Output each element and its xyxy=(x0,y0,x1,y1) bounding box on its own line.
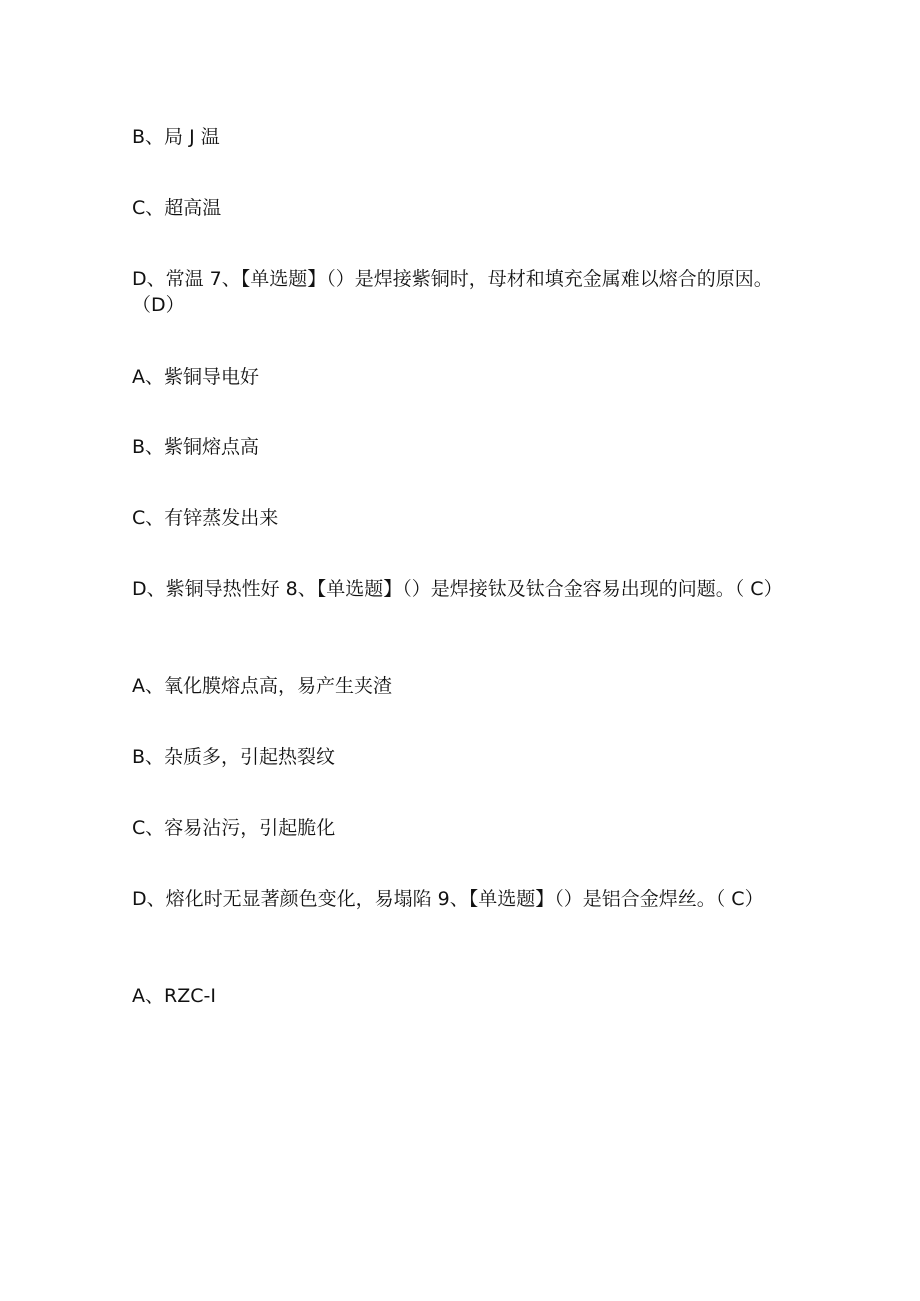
option-c-q6: C、超高温 xyxy=(132,197,222,219)
option-b-q7: B、紫铜熔点高 xyxy=(132,436,260,458)
option-d-q8-and-question-9: D、熔化时无显著颜色变化，易塌陷 9、【单选题】（）是铝合金焊丝。（ C） xyxy=(132,888,764,910)
option-a-q7: A、紫铜导电好 xyxy=(132,366,259,388)
option-a-q9: A、RZC-I xyxy=(132,985,216,1007)
option-c-q8: C、容易沾污，引起脆化 xyxy=(132,817,336,839)
option-d-q6-and-question-7: D、常温 7、【单选题】（）是焊接紫铜时，母材和填充金属难以熔合的原因。（D） xyxy=(132,268,773,316)
option-d-q7-and-question-8: D、紫铜导热性好 8、【单选题】（）是焊接钛及钛合金容易出现的问题。（ C） xyxy=(132,578,783,600)
option-b-q6: B、局 J 温 xyxy=(132,126,220,148)
option-b-q8: B、杂质多，引起热裂纹 xyxy=(132,746,336,768)
option-c-q7: C、有锌蒸发出来 xyxy=(132,507,279,529)
option-a-q8: A、氧化膜熔点高，易产生夹渣 xyxy=(132,675,392,697)
